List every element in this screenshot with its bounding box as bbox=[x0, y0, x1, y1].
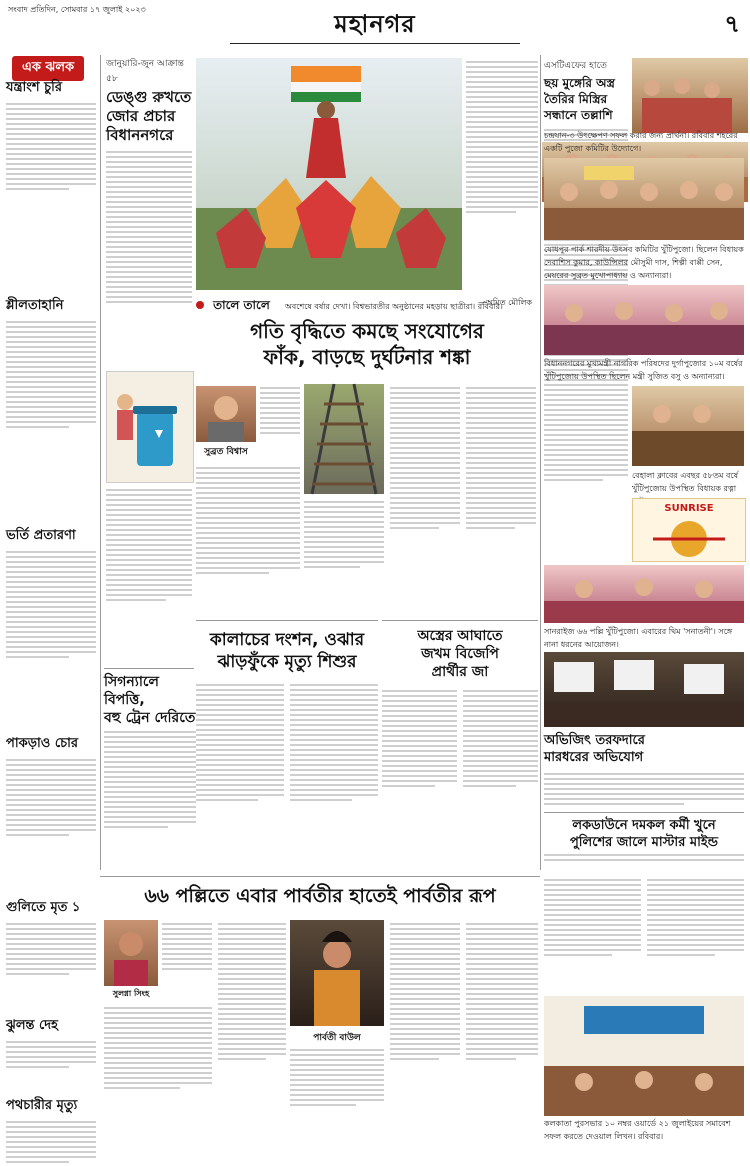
brief-title: গুলিতে মৃত ১ bbox=[6, 900, 81, 915]
tale-credit: —অমিত মৌলিক bbox=[477, 298, 532, 307]
sulagna-name: সুলগ্না সিংহ bbox=[112, 989, 150, 998]
arms-headline bbox=[544, 75, 628, 123]
abhijit-body bbox=[544, 770, 744, 808]
headline-line: বহু ট্রেন দেরিতে bbox=[104, 710, 196, 726]
brief-title: পথচারীর মৃত্যু bbox=[6, 1098, 78, 1113]
sunrise-text: SUNRISE bbox=[664, 503, 714, 514]
protest-photo bbox=[544, 652, 744, 727]
abhijit-headline bbox=[544, 732, 744, 766]
signal-headline bbox=[104, 673, 196, 727]
jodhpur-rally-photo bbox=[544, 158, 744, 240]
brief-text bbox=[6, 103, 96, 190]
dengue-body bbox=[106, 151, 192, 303]
sunrise-caption: সানরাইজ ৬৬ পল্লি খুঁটিপুজো। এবারের থিম 'সনাতনী'। সঙ্গে নানা ধরনের আয়োজন। bbox=[544, 627, 733, 649]
brief-text bbox=[6, 1121, 96, 1163]
lead-byline: সুব্রত বিশ্বাস bbox=[204, 447, 248, 457]
snake-headline bbox=[196, 629, 378, 673]
rail-track-photo bbox=[304, 384, 384, 494]
parvati-story bbox=[104, 920, 540, 1144]
signal-body bbox=[104, 731, 196, 828]
lockdown-story bbox=[544, 812, 744, 874]
brief-title: শ্লীলতাহানি bbox=[6, 298, 64, 313]
sulagna-photo bbox=[104, 920, 158, 986]
brief-item bbox=[6, 1016, 96, 1071]
parvati-name: পার্বতী বাউল bbox=[313, 1033, 361, 1043]
lead-col-1 bbox=[260, 384, 300, 437]
tale-caption: অবশেষে বর্ষার দেখা। বিশ্বভারতীর অনুষ্ঠানের মহড়ায় ছাত্রীরা। রবিবার। bbox=[284, 302, 503, 311]
headline-line: পুলিশের জালে মাস্টার মাইন্ড bbox=[569, 835, 719, 850]
arms-kicker: এসটিএফের হাতে bbox=[544, 61, 607, 71]
headline-line: সন্ধানে তল্লাশি bbox=[544, 108, 613, 122]
headline-line: মারধরের অভিযোগ bbox=[544, 750, 644, 765]
brief-text bbox=[6, 1041, 96, 1068]
prayer-caption: চন্দ্রযান-৩ উৎক্ষেপণ সফল করার জন্য প্রার্থনা। রবিবার শহরের একটি পুজো কমিটির উদ্যোগে। bbox=[544, 131, 738, 153]
snake-story bbox=[196, 620, 378, 868]
column-rule bbox=[540, 55, 541, 870]
bidhannagar-caption: বিধাননগরের মুখ্যমন্ত্রী নাগরিক পরিষদের দুর্গাপুজোর ১০ম বর্ষের খুঁটিপুজোয় উপস্থিত ছিলেন মন্ত্রী সুজিত বসু ও অন্যান্যরা। bbox=[544, 359, 743, 381]
parvati-col-1b bbox=[104, 1004, 212, 1092]
sidebar-brief bbox=[6, 56, 96, 1141]
parvati-photo bbox=[290, 920, 384, 1026]
brief-item bbox=[6, 526, 96, 661]
headline-line: অভিজিৎ তরফদারে bbox=[544, 733, 645, 748]
behala-photo bbox=[632, 386, 744, 466]
snake-body bbox=[196, 681, 378, 804]
signal-story bbox=[104, 668, 196, 868]
headline-line: জোর প্রচার bbox=[106, 107, 176, 125]
date-line: সংবাদ প্রতিদিন, সোমবার ১৭ জুলাই ২০২৩ bbox=[8, 5, 146, 14]
headline-line: ছয় মুঙ্গেরি অস্ত্র bbox=[544, 76, 615, 90]
dustbin-illustration bbox=[106, 371, 194, 483]
lockdown-body bbox=[544, 854, 744, 861]
lead-col-4 bbox=[466, 384, 536, 532]
brief-item bbox=[6, 734, 96, 839]
bidhannagar-photo bbox=[544, 285, 744, 355]
headline-line: অস্ত্রের আঘাতে bbox=[417, 628, 503, 644]
parvati-col-3 bbox=[290, 1046, 384, 1109]
jodhpur-caption: যোধপুর পার্ক শারদীয় উৎসব কমিটির খুঁটিপুজো। ছিলেন বিধায়ক দেবাশিস কুমার, কাউন্সিলর মৌসুমী দাস, শিল্পী বাপ্পী সেন, মেয়রের সুব্রত মুখোপাধ্যায় ও অন্যান্যরা। bbox=[544, 245, 744, 280]
wall-writing-photo bbox=[544, 996, 744, 1116]
headline-line: লকডাউনে দমকল কর্মী খুনে bbox=[572, 818, 716, 833]
headline-line: তৈরির মিস্ত্রির bbox=[544, 92, 608, 106]
column-rule bbox=[100, 55, 101, 870]
brief-item bbox=[6, 1096, 96, 1166]
sunrise-logo bbox=[632, 498, 746, 562]
headline-line: কালাচের দংশন, ওঝার bbox=[209, 630, 365, 650]
headline-line: গতি বৃদ্ধিতে কমছে সংযোগের bbox=[250, 319, 484, 343]
headline-line: ফাঁক, বাড়ছে দুর্ঘটনার শঙ্কা bbox=[263, 345, 471, 369]
dance-photo bbox=[196, 58, 462, 290]
headline-line: সিগন্যালে বিপত্তি, bbox=[104, 674, 159, 708]
dengue-headline bbox=[106, 88, 192, 145]
brief-item bbox=[6, 296, 96, 431]
sidebar-label: এক ঝলক bbox=[12, 56, 84, 81]
lockdown-body-cols bbox=[544, 876, 744, 994]
masthead bbox=[0, 0, 750, 48]
brief-text bbox=[6, 923, 96, 975]
parvati-headline-band bbox=[100, 876, 540, 916]
brief-text bbox=[6, 551, 96, 658]
reporter-photo bbox=[196, 386, 256, 442]
headline-line: জখম বিজেপি bbox=[421, 646, 499, 662]
headline-line: প্রার্থীর জা bbox=[431, 664, 489, 680]
parvati-col-2 bbox=[218, 920, 286, 1063]
section-title: মহানগর bbox=[334, 10, 416, 38]
headline-line: ডেঙ্গু রুখতে bbox=[106, 88, 192, 106]
prayer-photo bbox=[632, 58, 748, 133]
page-number: ৭ bbox=[724, 10, 740, 38]
headline-line: ঝাড়ফুঁকে মৃত্যু শিশুর bbox=[217, 652, 357, 672]
headline-line: বিধাননগরে bbox=[106, 126, 174, 144]
bullet-icon bbox=[196, 301, 204, 309]
lead-headline bbox=[196, 318, 538, 380]
wall-writing-caption: কলকাতা পুরসভার ১০ নম্বর ওয়ার্ডে ২১ জুলাইয়ের সমাবেশ সফল করতে দেওয়াল লিখন। রবিবার। bbox=[544, 1119, 731, 1141]
dengue-kicker: জানুয়ারি-জুন আক্রান্ত ৫৮ bbox=[106, 59, 184, 84]
bjp-headline bbox=[382, 627, 538, 681]
brief-title: পাকড়াও চোর bbox=[6, 736, 79, 751]
bjp-body bbox=[382, 687, 538, 790]
arms-body bbox=[466, 58, 538, 308]
parvati-headline: ৬৬ পল্লিতে এবার পার্বতীর হাতেই পার্বতীর রূপ bbox=[144, 885, 496, 907]
dengue-body-2 bbox=[106, 486, 192, 604]
lead-story bbox=[196, 384, 538, 619]
sunrise-photo bbox=[544, 565, 744, 623]
parvati-col-1 bbox=[162, 920, 212, 973]
brief-text bbox=[6, 321, 96, 428]
brief-text bbox=[6, 759, 96, 836]
lead-col-3 bbox=[390, 384, 460, 532]
behala-caption: বেহালা ক্লাবের এবছর ৫৮তম বর্ষে খুঁটিপুজোয় উপস্থিত বিধায়ক রত্না bbox=[632, 471, 739, 493]
lead-col-1b bbox=[196, 464, 300, 577]
abhijit-story bbox=[544, 732, 744, 812]
dengue-story bbox=[106, 56, 192, 666]
brief-item bbox=[6, 898, 96, 978]
tale-label: তালে তালে bbox=[213, 298, 270, 312]
lead-col-2 bbox=[304, 498, 384, 571]
parvati-col-4 bbox=[390, 920, 460, 1063]
brief-title: ভর্তি প্রতারণা bbox=[6, 528, 76, 543]
parvati-col-5 bbox=[466, 920, 538, 1063]
brief-item bbox=[6, 78, 96, 193]
lockdown-headline bbox=[544, 817, 744, 851]
brief-title: যন্ত্রাংশ চুরি bbox=[6, 80, 62, 95]
bjp-story bbox=[382, 620, 538, 868]
title-rule bbox=[230, 43, 520, 44]
brief-title: ঝুলন্ত দেহ bbox=[6, 1018, 58, 1033]
